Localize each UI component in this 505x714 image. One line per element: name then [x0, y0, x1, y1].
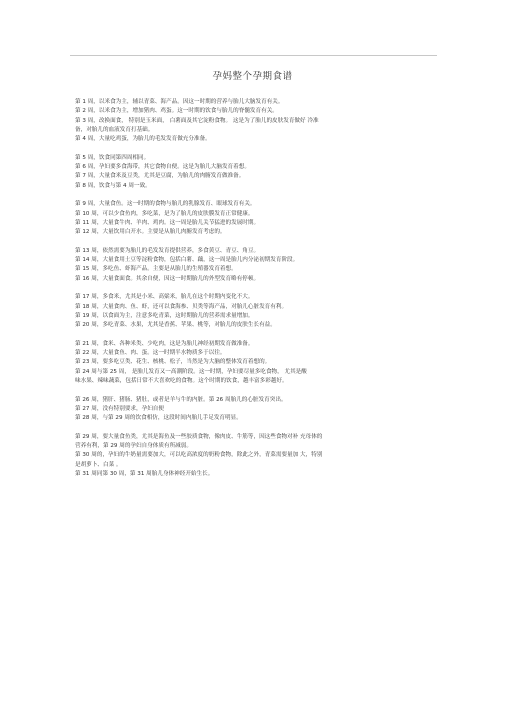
- paragraph-gap: [75, 284, 447, 294]
- paragraph-group-weeks-21-25: [75, 340, 447, 386]
- text-line: 第 30 周的，孕妇的牛奶量需要加大，可以吃高浓度的奶粉食物，除此之外，青菜需要量加 大，特别: [75, 452, 323, 459]
- text-line: 第 20 周，多吃青菜、水果，尤其是香蕉、苹果、桃等，对胎儿的皮肤生长有益。: [75, 322, 276, 328]
- text-line: 第 29 周，要大量食鱼类，尤其是海鱼及一些胶质食物，像肉皮、牛筋等，因这些食物对补 充母体的: [75, 433, 323, 440]
- text-line: 第 11 周，大量食牛肉、羊肉、鸡肉。这一周是胎儿关节猛进的发展时期。: [75, 219, 260, 226]
- text-line: 第 17 周，多食米，尤其是小米、高粱米，胎儿在这个时期内变化不大。: [75, 294, 254, 301]
- text-line: 第 21 周，食米、各种米类、少吃肉，这是为胎儿神经初期发育做准备。: [75, 340, 254, 347]
- text-line: 第 31 周同第 30 周，第 31 周胎儿身体神经开始生长。: [75, 470, 214, 477]
- text-line: 第 3 周，改换面食， 特别是玉米面， 白薯面及其它淀粉食物。 这是为了胎儿的皮肤发育做好 冷准: [75, 117, 319, 124]
- paragraph-group-weeks-26-28: [75, 396, 447, 424]
- text-line: 第 23 周，要多吃豆类、花生、核桃、松子，当然是为大脑的整体发育着想的。: [75, 359, 271, 366]
- text-line: 味水果、辣味蔬菜，包括日常不大喜欢吃的食物。这个时期的饮食，越丰富多彩越好。: [75, 377, 288, 384]
- text-line: 第 1 周，以米食为主，辅以青菜、海产品。因这一时期的营养与胎儿大脑发育有关。: [75, 99, 284, 105]
- text-line: 第 28 周，与第 29 周的饮食相仿，这段时间内胎儿手足发育明显。: [75, 415, 242, 421]
- paragraph-group-weeks-5-8: [75, 154, 447, 191]
- text-line: 第 7 周，大量食米及豆类，尤其是豆腐，为胎儿的肉腑发育做准备。: [75, 173, 245, 180]
- text-line: 第 13 周，依然需要为胎儿的毛发发育提供营养，多食黄豆、青豆、角豆。: [75, 247, 260, 254]
- paragraph-group-weeks-13-16: [75, 247, 447, 284]
- text-line: 第 9 周，大量食鱼。这一时期的食物与胎儿的乳腺发育、眼球发育有关。: [75, 201, 256, 208]
- text-line: 第 4 周，大量吃鸡蛋，为胎儿的毛发发育做充分准备。: [75, 136, 211, 142]
- text-line: 第 22 周，大量食鱼、肉、蛋。这一时期半水物质多于以往。: [75, 350, 226, 356]
- text-line: 第 5 周，饮食同第四周相同。: [75, 154, 150, 161]
- header-rule: [70, 55, 437, 56]
- text-line: 第 8 周，饮食与第 4 周一致。: [75, 182, 151, 189]
- text-line: 第 24 周与第 25 周， 是胎儿发育又一高潮阶段。这一时期，孕妇要尽量多吃食物， 尤其是酸: [75, 368, 307, 375]
- text-line: 第 26 周，猪肝、猪肠、猪肚，或者是羊与牛的内脏。第 26 周胎儿的心脏发育突出。: [75, 396, 287, 403]
- paragraph-gap: [75, 191, 447, 201]
- text-line: 第 6 周，孕妇要多食海带，其它食物自便。这是为胎儿大脑发育着想。: [75, 164, 250, 170]
- text-line: 第 19 周，以食面为主，注意多吃青菜，这时期胎儿的营养需求量增加。: [75, 312, 254, 319]
- text-line: 第 12 周，大量饮用白开水。主要是从胎儿肉腑发育考虑的。: [75, 229, 226, 235]
- text-line: 第 18 周，大量食肉、鱼、虾，还可以食海参、贝类等海产品，对胎儿心脏发育有利。: [75, 303, 288, 310]
- text-line: 第 2 周，以米食为主，增加猪肉、鸡蛋。这一时期的饮食与胎儿的脊髓发育有关。: [75, 108, 278, 115]
- text-line: 第 10 周，可以少食鱼肉，多吃菜，是为了胎儿的皮肤膜发育正常健康。: [75, 210, 254, 217]
- paragraph-group-weeks-9-12: [75, 200, 447, 237]
- text-line: 第 14 周，大量食用土豆等淀粉食物，包括白薯、藕，这一周是胎儿内分泌初期发育阶段。: [75, 257, 299, 263]
- paragraph-group-weeks-17-20: [75, 293, 447, 330]
- paragraph-group-weeks-1-4: [75, 98, 447, 144]
- paragraph-gap: [75, 237, 447, 247]
- paragraph-gap: [75, 386, 447, 396]
- paragraph-gap: [75, 144, 447, 154]
- document-body: [75, 98, 447, 479]
- text-line: 第 16 周，大量食面食。其余自便，因这一时期胎儿的外型发育略有停顿。: [75, 275, 260, 282]
- paragraph-gap: [75, 330, 447, 340]
- text-line: 第 27 周，没有特别要求，孕妇自便: [75, 405, 164, 412]
- text-line: 是胡萝卜、白菜 。: [75, 461, 122, 468]
- text-line: 营养有利，第 29 周的孕妇自身体质有所减弱。: [75, 443, 192, 449]
- text-line: 备，对胎儿的血液发育打基础。: [75, 126, 154, 133]
- paragraph-gap: [75, 423, 447, 433]
- text-line: 第 15 周，多吃鱼、虾海产品。主要是从胎儿的生殖器发育着想。: [75, 266, 237, 273]
- page-title: 孕妈整个孕期食谱: [212, 71, 293, 82]
- paragraph-group-weeks-29-31: [75, 433, 447, 479]
